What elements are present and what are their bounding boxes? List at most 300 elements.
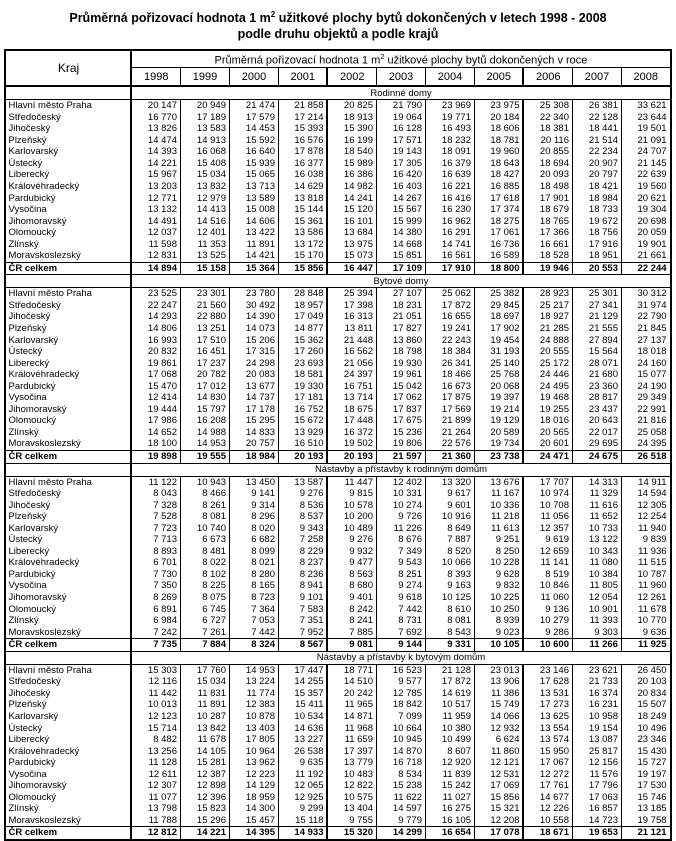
value-cell: 16 857: [572, 803, 621, 815]
value-cell: 23 621: [572, 664, 621, 676]
value-cell: 18 581: [278, 369, 327, 381]
value-cell: 24 190: [621, 381, 670, 393]
value-cell: 8 649: [425, 523, 474, 535]
table-row: [5, 557, 670, 569]
value-cell: 24 675: [572, 451, 621, 464]
value-cell: 11 659: [327, 734, 376, 746]
table-row: [5, 699, 670, 711]
value-cell: 25 058: [621, 427, 670, 439]
region-label: Středočeský: [8, 488, 61, 500]
value-cell: 10 787: [621, 569, 670, 581]
value-cell: 16 291: [425, 227, 474, 239]
value-cell: 12 123: [131, 711, 180, 723]
value-cell: 15 672: [278, 415, 327, 427]
value-cell: 15 242: [425, 780, 474, 792]
value-cell: 17 189: [180, 112, 229, 124]
value-cell: 13 832: [180, 181, 229, 193]
value-cell: 23 969: [425, 100, 474, 112]
value-cell: 13 122: [572, 534, 621, 546]
value-cell: 11 447: [327, 476, 376, 488]
region-label: Jihočeský: [8, 311, 51, 323]
value-cell: 11 652: [572, 511, 621, 523]
value-cell: 10 770: [621, 615, 670, 627]
value-cell: 8 099: [229, 546, 278, 558]
value-cell: 8 519: [523, 569, 572, 581]
value-cell: 14 421: [229, 250, 278, 262]
value-cell: 6 682: [229, 534, 278, 546]
value-cell: 20 698: [621, 216, 670, 228]
value-cell: 10 066: [425, 557, 474, 569]
value-cell: 29 695: [572, 438, 621, 450]
squared-superscript: 2: [380, 51, 385, 61]
value-cell: 14 741: [425, 239, 474, 251]
value-cell: 10 740: [180, 523, 229, 535]
value-cell: 6 624: [474, 734, 523, 746]
value-cell: 12 785: [376, 688, 425, 700]
value-cell: 9 286: [523, 627, 572, 639]
value-cell: 19 143: [376, 146, 425, 158]
value-cell: 10 287: [180, 711, 229, 723]
value-cell: 10 733: [572, 523, 621, 535]
section-title: Nástavby a přístavby k rodinným domům: [131, 463, 670, 476]
value-cell: 18 842: [376, 699, 425, 711]
value-cell: 17 260: [278, 346, 327, 358]
value-cell: 8 723: [229, 592, 278, 604]
value-cell: 8 043: [131, 488, 180, 500]
region-label: Královéhradecký: [8, 180, 80, 192]
value-cell: 18 384: [425, 346, 474, 358]
value-cell: 10 846: [523, 580, 572, 592]
value-cell: 16 128: [376, 123, 425, 135]
value-cell: 23 301: [180, 288, 229, 300]
value-cell: 10 575: [327, 792, 376, 804]
value-cell: 16 770: [131, 112, 180, 124]
value-cell: 24 397: [327, 369, 376, 381]
value-cell: 9 636: [621, 627, 670, 639]
value-cell: 24 446: [523, 369, 572, 381]
value-cell: 12 121: [474, 757, 523, 769]
value-cell: 18 249: [621, 711, 670, 723]
value-cell: 22 017: [572, 427, 621, 439]
value-cell: 8 237: [278, 557, 327, 569]
value-cell: 12 383: [229, 699, 278, 711]
value-cell: 8 081: [180, 511, 229, 523]
value-cell: 17 447: [278, 664, 327, 676]
value-cell: 21 790: [376, 100, 425, 112]
region-label: Středočeský: [8, 111, 61, 123]
year-header-2007: 2007: [572, 68, 621, 87]
region-label: Moravskoslezský: [8, 438, 81, 450]
value-cell: 20 147: [131, 100, 180, 112]
value-cell: 13 826: [131, 123, 180, 135]
value-cell: 10 578: [327, 500, 376, 512]
value-cell: 12 156: [572, 757, 621, 769]
region-label: Plzeňský: [8, 511, 47, 523]
region-label: Jihomoravský: [8, 592, 67, 604]
region-label: Zlínský: [8, 615, 39, 627]
value-cell: 15 749: [474, 699, 523, 711]
value-cell: 8 251: [376, 569, 425, 581]
region-label: Pardubický: [8, 568, 56, 580]
value-cell: 23 346: [621, 734, 670, 746]
value-cell: 20 553: [572, 262, 621, 275]
table-row: [5, 746, 670, 758]
value-cell: 11 122: [131, 476, 180, 488]
value-cell: 30 312: [621, 288, 670, 300]
value-cell: 14 066: [474, 711, 523, 723]
value-cell: 21 661: [621, 250, 670, 262]
value-cell: 20 855: [523, 146, 572, 158]
value-cell: 22 790: [621, 311, 670, 323]
table-row: [5, 415, 670, 427]
value-cell: 16 420: [376, 169, 425, 181]
value-cell: 13 227: [278, 734, 327, 746]
value-cell: 11 774: [229, 688, 278, 700]
table-row: [5, 639, 670, 652]
region-label: Moravskoslezský: [8, 250, 81, 262]
value-cell: 17 178: [229, 404, 278, 416]
value-cell: 13 203: [131, 181, 180, 193]
value-cell: 15 206: [229, 335, 278, 347]
value-cell: 15 296: [180, 815, 229, 827]
region-label: Liberecký: [8, 357, 50, 369]
value-cell: 29 845: [474, 300, 523, 312]
value-cell: 7 952: [278, 627, 327, 639]
value-cell: 8 393: [425, 569, 474, 581]
page-title-line1: Průměrná pořizovací hodnota 1 $m^2$ užitkové plochy bytů dokončených v letech 1998 - 2008: [69, 10, 607, 26]
year-header-2006: 2006: [523, 68, 572, 87]
value-cell: 21 733: [572, 676, 621, 688]
value-cell: 9 023: [474, 627, 523, 639]
value-cell: 11 965: [327, 699, 376, 711]
value-cell: 9 755: [327, 815, 376, 827]
value-cell: 18 927: [523, 311, 572, 323]
value-cell: 14 380: [376, 227, 425, 239]
value-cell: 15 939: [229, 158, 278, 170]
value-cell: 25 172: [523, 358, 572, 370]
value-cell: 12 208: [474, 815, 523, 827]
value-cell: 13 779: [327, 757, 376, 769]
value-cell: 8 075: [180, 592, 229, 604]
value-cell: 19 758: [621, 815, 670, 827]
value-cell: 19 930: [376, 358, 425, 370]
value-cell: 12 932: [474, 723, 523, 735]
value-cell: 11 218: [474, 511, 523, 523]
value-cell: 6 673: [180, 534, 229, 546]
value-cell: 12 402: [376, 476, 425, 488]
value-cell: 17 872: [425, 300, 474, 312]
value-cell: 16 313: [327, 311, 376, 323]
table-row: [5, 323, 670, 335]
value-cell: 9 299: [278, 803, 327, 815]
value-cell: 20 555: [523, 346, 572, 358]
value-cell: 21 845: [621, 323, 670, 335]
value-cell: 17 827: [376, 323, 425, 335]
value-cell: 6 745: [180, 604, 229, 616]
value-cell: 9 932: [327, 546, 376, 558]
value-cell: 14 390: [229, 311, 278, 323]
value-cell: 7 364: [229, 604, 278, 616]
region-label: Plzeňský: [8, 699, 47, 711]
value-cell: 13 962: [229, 757, 278, 769]
value-cell: 10 945: [376, 734, 425, 746]
value-cell: 17 397: [327, 746, 376, 758]
value-cell: 26 341: [425, 358, 474, 370]
region-label: Ústecký: [8, 722, 43, 734]
value-cell: 14 510: [327, 676, 376, 688]
value-cell: 14 300: [229, 803, 278, 815]
value-cell: 11 226: [376, 523, 425, 535]
section-title: Nástavby a přístavby k bytovým domům: [131, 651, 670, 664]
value-cell: 12 920: [425, 757, 474, 769]
value-cell: 15 144: [278, 204, 327, 216]
section-title: Bytové domy: [131, 275, 670, 288]
value-cell: 17 374: [474, 204, 523, 216]
value-cell: 19 468: [523, 392, 572, 404]
value-cell: 14 830: [180, 392, 229, 404]
section-header-row: [5, 651, 670, 664]
value-cell: 18 466: [425, 369, 474, 381]
value-cell: 19 861: [131, 358, 180, 370]
region-label: Vysočina: [8, 204, 47, 216]
value-cell: 19 154: [572, 723, 621, 735]
value-cell: 8 482: [131, 734, 180, 746]
value-cell: 8 081: [425, 615, 474, 627]
value-cell: 23 693: [278, 358, 327, 370]
value-cell: 8 481: [180, 546, 229, 558]
value-cell: 10 517: [425, 699, 474, 711]
table-row: [5, 723, 670, 735]
value-cell: 11 442: [131, 688, 180, 700]
section-title: Rodinné domy: [131, 86, 670, 100]
value-cell: 14 953: [180, 438, 229, 450]
table-row: [5, 534, 670, 546]
value-cell: 15 430: [621, 746, 670, 758]
value-cell: 16 561: [425, 250, 474, 262]
region-label: Karlovarský: [8, 710, 59, 722]
value-cell: 15 320: [327, 827, 376, 840]
value-cell: 8 543: [425, 627, 474, 639]
value-cell: 18 232: [425, 135, 474, 147]
table-row: [5, 815, 670, 827]
value-cell: 12 307: [131, 780, 180, 792]
section-header-row: [5, 86, 670, 100]
section-spacer: [5, 463, 131, 476]
value-cell: 15 408: [180, 158, 229, 170]
region-label: Vysočina: [8, 580, 47, 592]
table-row: [5, 181, 670, 193]
value-cell: 14 293: [131, 311, 180, 323]
value-cell: 21 285: [523, 323, 572, 335]
value-cell: 10 125: [425, 592, 474, 604]
value-cell: 16 374: [572, 688, 621, 700]
value-cell: 10 279: [523, 615, 572, 627]
region-label: Moravskoslezský: [8, 626, 81, 638]
value-cell: 17 675: [376, 415, 425, 427]
value-cell: 16 640: [229, 146, 278, 158]
value-cell: 15 989: [327, 158, 376, 170]
value-cell: 22 880: [180, 311, 229, 323]
value-cell: 21 129: [572, 311, 621, 323]
region-label: Středočeský: [8, 676, 61, 688]
value-cell: 9 601: [425, 500, 474, 512]
value-cell: 8 941: [278, 580, 327, 592]
value-cell: 8 607: [425, 746, 474, 758]
value-cell: 11 891: [229, 239, 278, 251]
value-cell: 17 237: [180, 358, 229, 370]
region-label: Ústecký: [8, 346, 43, 358]
value-cell: 7 328: [131, 500, 180, 512]
value-cell: 9 343: [278, 523, 327, 535]
table-row: [5, 404, 670, 416]
value-cell: 10 958: [572, 711, 621, 723]
value-cell: 17 986: [131, 415, 180, 427]
value-cell: 14 474: [131, 135, 180, 147]
value-cell: 11 515: [621, 557, 670, 569]
value-cell: 25 140: [474, 358, 523, 370]
value-cell: 20 782: [180, 369, 229, 381]
value-cell: 11 576: [572, 769, 621, 781]
value-cell: 9 543: [376, 557, 425, 569]
value-cell: 25 394: [327, 288, 376, 300]
value-cell: 17 628: [523, 676, 572, 688]
value-cell: 30 492: [229, 300, 278, 312]
value-cell: 11 027: [425, 792, 474, 804]
value-cell: 13 574: [523, 734, 572, 746]
value-cell: 14 953: [229, 664, 278, 676]
value-cell: 17 910: [425, 262, 474, 275]
value-cell: 7 885: [327, 627, 376, 639]
region-label: Moravskoslezský: [8, 814, 81, 826]
region-label: Plzeňský: [8, 134, 47, 146]
value-cell: 10 380: [425, 723, 474, 735]
value-cell: 14 988: [180, 427, 229, 439]
value-cell: 14 737: [229, 392, 278, 404]
value-cell: 15 034: [180, 676, 229, 688]
value-cell: 19 771: [425, 112, 474, 124]
value-cell: 7 528: [131, 511, 180, 523]
value-cell: 17 510: [180, 335, 229, 347]
region-label: Královéhradecký: [8, 557, 80, 569]
value-cell: 18 771: [327, 664, 376, 676]
value-cell: 14 413: [180, 204, 229, 216]
value-cell: 26 450: [621, 664, 670, 676]
value-cell: 16 447: [327, 262, 376, 275]
value-cell: 14 453: [229, 123, 278, 135]
value-cell: 20 621: [621, 193, 670, 205]
value-cell: 12 037: [131, 227, 180, 239]
value-cell: 9 477: [327, 557, 376, 569]
value-cell: 17 069: [474, 780, 523, 792]
table-row: [5, 676, 670, 688]
table-row: [5, 827, 670, 840]
table-row: [5, 604, 670, 616]
value-cell: 21 091: [621, 135, 670, 147]
value-cell: 11 386: [474, 688, 523, 700]
value-cell: 9 577: [376, 676, 425, 688]
value-cell: 11 940: [621, 523, 670, 535]
value-cell: 7 884: [180, 639, 229, 652]
region-label: Jihomoravský: [8, 403, 67, 415]
region-label: Jihočeský: [8, 687, 51, 699]
value-cell: 21 816: [621, 415, 670, 427]
value-cell: 19 946: [523, 262, 572, 275]
value-cell: 17 181: [278, 392, 327, 404]
value-cell: 8 241: [327, 615, 376, 627]
value-cell: 16 230: [425, 204, 474, 216]
value-cell: 6 891: [131, 604, 180, 616]
table-row: [5, 734, 670, 746]
table-row: [5, 792, 670, 804]
value-cell: 20 757: [229, 438, 278, 450]
region-label: Zlínský: [8, 803, 39, 815]
value-cell: 14 870: [376, 746, 425, 758]
value-cell: 15 564: [572, 346, 621, 358]
value-cell: 13 172: [278, 239, 327, 251]
value-cell: 17 078: [474, 827, 523, 840]
value-cell: 20 949: [180, 100, 229, 112]
value-cell: 20 643: [572, 415, 621, 427]
value-cell: 16 377: [278, 158, 327, 170]
value-cell: 20 825: [327, 100, 376, 112]
table-row: [5, 335, 670, 347]
value-cell: 21 264: [425, 427, 474, 439]
value-cell: 11 393: [572, 615, 621, 627]
value-cell: 26 518: [621, 451, 670, 464]
value-cell: 15 567: [376, 204, 425, 216]
value-cell: 22 234: [572, 146, 621, 158]
value-cell: 19 734: [474, 438, 523, 450]
value-cell: 17 214: [278, 112, 327, 124]
value-cell: 10 228: [474, 557, 523, 569]
value-cell: 24 888: [523, 335, 572, 347]
value-cell: 17 068: [131, 369, 180, 381]
value-cell: 29 349: [621, 392, 670, 404]
value-cell: 14 313: [572, 476, 621, 488]
value-cell: 10 499: [425, 734, 474, 746]
value-cell: 10 496: [621, 723, 670, 735]
value-cell: 7 723: [131, 523, 180, 535]
value-cell: 15 357: [278, 688, 327, 700]
value-cell: 13 450: [229, 476, 278, 488]
year-header-1999: 1999: [180, 68, 229, 87]
value-cell: 17 618: [474, 193, 523, 205]
region-label: Liberecký: [8, 545, 50, 557]
value-cell: 9 081: [327, 639, 376, 652]
value-cell: 11 839: [425, 769, 474, 781]
value-cell: 23 525: [131, 288, 180, 300]
value-cell: 9 141: [229, 488, 278, 500]
value-cell: 9 303: [572, 627, 621, 639]
value-cell: 14 668: [376, 239, 425, 251]
value-cell: 15 746: [621, 792, 670, 804]
value-cell: 8 296: [229, 511, 278, 523]
value-cell: 8 225: [180, 580, 229, 592]
value-cell: 33 621: [621, 100, 670, 112]
value-cell: 18 528: [523, 250, 572, 262]
table-row: [5, 488, 670, 500]
value-cell: 9 101: [278, 592, 327, 604]
value-cell: 19 672: [572, 216, 621, 228]
value-cell: 17 067: [523, 757, 572, 769]
value-cell: 20 068: [474, 381, 523, 393]
value-cell: 18 427: [474, 169, 523, 181]
region-label: Ústecký: [8, 157, 43, 169]
region-label: Karlovarský: [8, 334, 59, 346]
value-cell: 9 144: [376, 639, 425, 652]
table-row: [5, 476, 670, 488]
value-cell: 11 266: [572, 639, 621, 652]
